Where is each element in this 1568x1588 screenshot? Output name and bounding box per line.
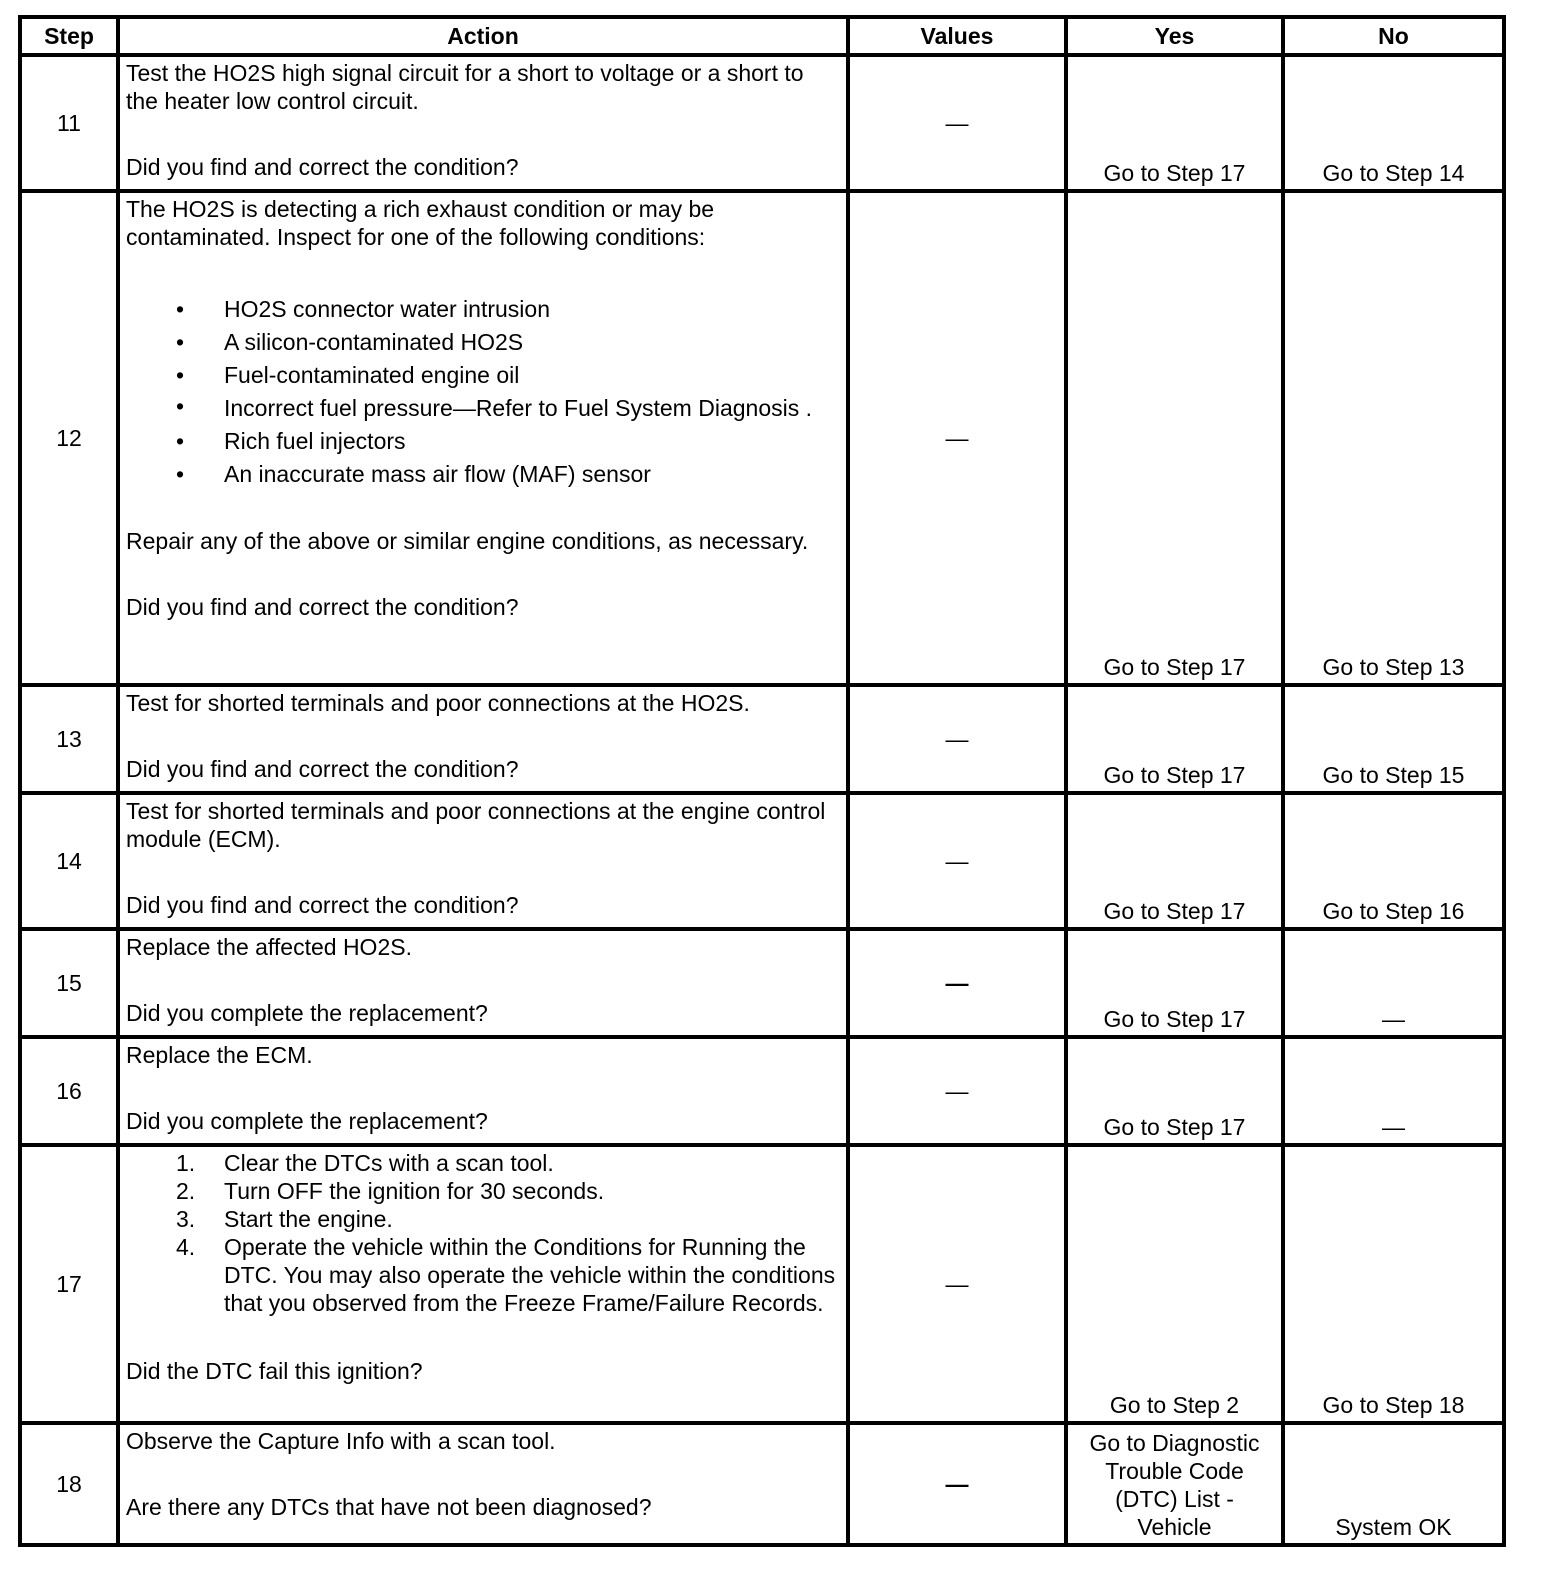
list-item: • Incorrect fuel pressure—Refer to Fuel System Diagnosis . [176, 393, 813, 421]
action-question: Did you complete the replacement? [126, 1000, 488, 1026]
table-row [20, 793, 1504, 929]
header-action: Action [118, 17, 848, 55]
action-question: Did you find and correct the condition? [126, 594, 519, 620]
yes-cell: Go to Step 17 [1066, 55, 1283, 191]
list-item: 4. Operate the vehicle within the Conditions for Running the DTC. You may also operate the vehicle within the conditions that you observed from the Freeze Frame/Failure Records. [176, 1234, 836, 1316]
yes-cell: Go to Step 17 [1066, 191, 1283, 685]
action-cell [118, 1423, 848, 1545]
action-text: Replace the affected HO2S. [126, 934, 412, 960]
header-row [20, 17, 1504, 55]
action-cell [118, 793, 848, 929]
values-cell: — [848, 191, 1066, 685]
action-text: Observe the Capture Info with a scan tool. [126, 1428, 556, 1454]
yes-cell: Go to Step 17 [1066, 929, 1283, 1037]
bullet-icon: • [176, 428, 185, 454]
values-cell: — [848, 685, 1066, 793]
condition-list [126, 293, 840, 491]
action-question: Did you find and correct the condition? [126, 892, 519, 918]
action-text: Test for shorted terminals and poor connections at the HO2S. [126, 690, 750, 716]
action-question: Did you find and correct the condition? [126, 154, 519, 180]
no-cell: — [1283, 1037, 1504, 1145]
diagnostic-table [18, 15, 1506, 1547]
bullet-icon: • [176, 393, 185, 419]
values-cell: — [848, 1145, 1066, 1423]
step-number: 11 [20, 55, 118, 191]
list-item: 3. Start the engine. [176, 1206, 393, 1232]
list-item: 2. Turn OFF the ignition for 30 seconds. [176, 1178, 605, 1204]
no-cell: Go to Step 14 [1283, 55, 1504, 191]
no-cell: Go to Step 15 [1283, 685, 1504, 793]
no-cell: Go to Step 18 [1283, 1145, 1504, 1423]
step-number: 14 [20, 793, 118, 929]
yes-cell: Go to Diagnostic Trouble Code (DTC) List - Vehicle [1066, 1423, 1283, 1545]
action-text: Test the HO2S high signal circuit for a short to voltage or a short to the heater low control circuit. [126, 60, 804, 114]
procedure-list [126, 1149, 840, 1317]
action-cell [118, 1145, 848, 1423]
yes-cell: Go to Step 17 [1066, 793, 1283, 929]
table-row [20, 929, 1504, 1037]
step-number: 13 [20, 685, 118, 793]
bullet-icon: • [176, 296, 185, 322]
action-text: Replace the ECM. [126, 1042, 313, 1068]
list-item: • Fuel-contaminated engine oil [126, 359, 840, 392]
values-cell: — [848, 1423, 1066, 1545]
header-yes: Yes [1066, 17, 1283, 55]
values-cell: — [848, 55, 1066, 191]
action-question: Did you find and correct the condition? [126, 756, 519, 782]
table-row [20, 191, 1504, 685]
bullet-icon: • [176, 362, 185, 388]
action-cell [118, 191, 848, 685]
step-number: 12 [20, 191, 118, 685]
action-cell [118, 1037, 848, 1145]
list-item: • HO2S connector water intrusion [126, 293, 840, 326]
step-number: 15 [20, 929, 118, 1037]
action-text: Repair any of the above or similar engine conditions, as necessary. [126, 528, 809, 554]
action-text: The HO2S is detecting a rich exhaust condition or may be contaminated. Inspect for one of the following conditions: [126, 196, 715, 250]
no-cell: Go to Step 13 [1283, 191, 1504, 685]
action-cell [118, 929, 848, 1037]
action-cell [118, 685, 848, 793]
values-cell: — [848, 793, 1066, 929]
yes-cell: Go to Step 17 [1066, 1037, 1283, 1145]
header-step: Step [20, 17, 118, 55]
table-row [20, 1423, 1504, 1545]
action-text: Test for shorted terminals and poor connections at the engine control module (ECM). [126, 798, 826, 852]
yes-cell: Go to Step 17 [1066, 685, 1283, 793]
table-row [20, 1145, 1504, 1423]
yes-cell: Go to Step 2 [1066, 1145, 1283, 1423]
action-question: Are there any DTCs that have not been diagnosed? [126, 1494, 652, 1520]
action-cell [118, 55, 848, 191]
bullet-icon: • [176, 461, 185, 487]
values-cell: — [848, 929, 1066, 1037]
step-number: 17 [20, 1145, 118, 1423]
header-no: No [1283, 17, 1504, 55]
header-values: Values [848, 17, 1066, 55]
step-number: 18 [20, 1423, 118, 1545]
step-number: 16 [20, 1037, 118, 1145]
action-question: Did you complete the replacement? [126, 1108, 488, 1134]
table-row [20, 685, 1504, 793]
no-cell: Go to Step 16 [1283, 793, 1504, 929]
bullet-icon: • [176, 329, 185, 355]
no-cell: System OK [1283, 1423, 1504, 1545]
table-row [20, 55, 1504, 191]
table-row [20, 1037, 1504, 1145]
list-item: • Rich fuel injectors [126, 425, 840, 458]
no-cell: — [1283, 929, 1504, 1037]
values-cell: — [848, 1037, 1066, 1145]
list-item: • A silicon-contaminated HO2S [126, 326, 840, 359]
action-question: Did the DTC fail this ignition? [126, 1358, 423, 1384]
list-item: • An inaccurate mass air flow (MAF) sensor [126, 458, 840, 491]
list-item: 1. Clear the DTCs with a scan tool. [176, 1150, 554, 1176]
